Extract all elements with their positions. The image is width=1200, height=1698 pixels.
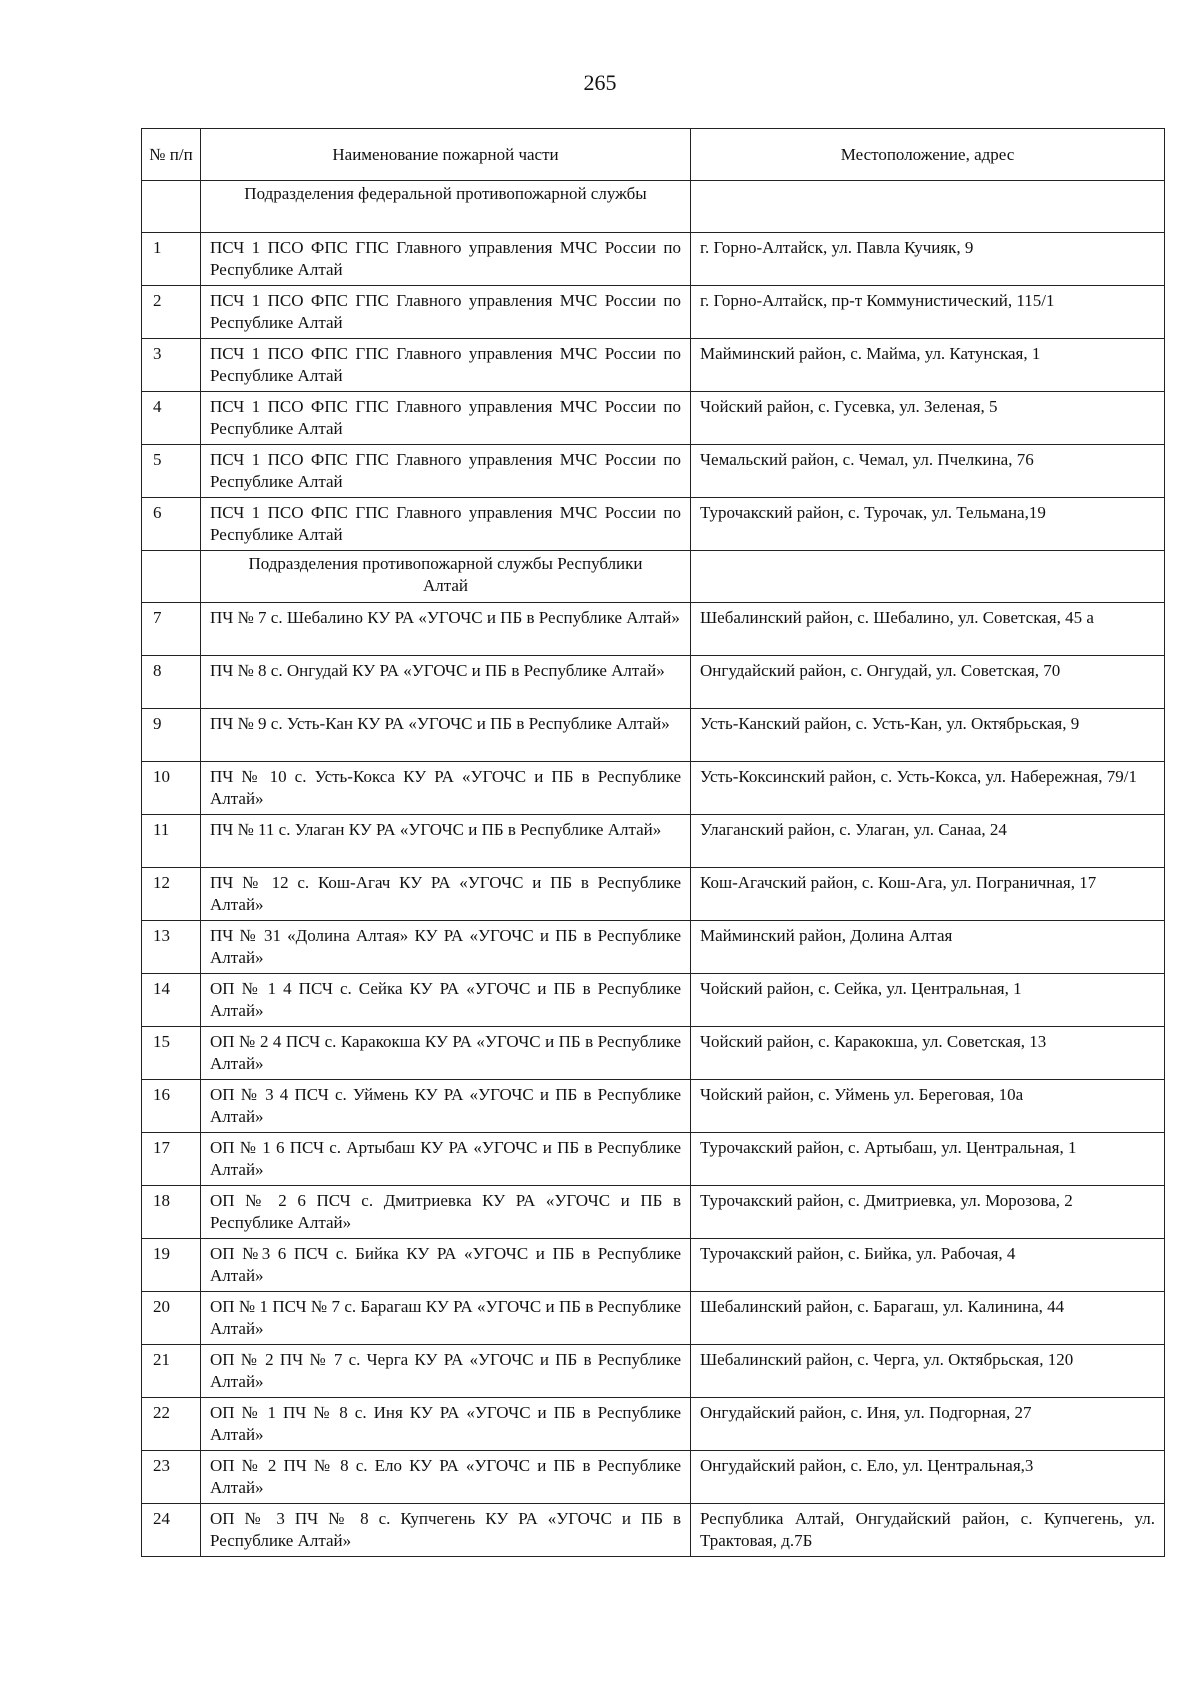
station-name: ОП № 1 ПЧ № 8 с. Иня КУ РА «УГОЧС и ПБ в Республике Алтай» — [201, 1398, 691, 1451]
station-name: ПСЧ 1 ПСО ФПС ГПС Главного управления МЧС России по Республике Алтай — [201, 339, 691, 392]
table-row — [142, 1504, 1165, 1557]
table-row — [142, 498, 1165, 551]
station-name: ПЧ № 9 с. Усть-Кан КУ РА «УГОЧС и ПБ в Республике Алтай» — [201, 709, 691, 762]
row-number: 2 — [142, 286, 201, 339]
station-address: Турочакский район, с. Бийка, ул. Рабочая, 4 — [691, 1239, 1165, 1292]
table-row — [142, 1239, 1165, 1292]
row-number: 19 — [142, 1239, 201, 1292]
station-name: ОП № 2 6 ПСЧ с. Дмитриевка КУ РА «УГОЧС и ПБ в Республике Алтай» — [201, 1186, 691, 1239]
table-row — [142, 339, 1165, 392]
row-number: 8 — [142, 656, 201, 709]
row-number: 20 — [142, 1292, 201, 1345]
table-row — [142, 921, 1165, 974]
table-row — [142, 656, 1165, 709]
row-number: 16 — [142, 1080, 201, 1133]
station-address: Турочакский район, с. Дмитриевка, ул. Морозова, 2 — [691, 1186, 1165, 1239]
header-address: Местоположение, адрес — [691, 129, 1165, 181]
station-name: ПСЧ 1 ПСО ФПС ГПС Главного управления МЧС России по Республике Алтай — [201, 286, 691, 339]
station-name: ОП № 3 4 ПСЧ с. Уймень КУ РА «УГОЧС и ПБ в Республике Алтай» — [201, 1080, 691, 1133]
station-address: Онгудайский район, с. Онгудай, ул. Советская, 70 — [691, 656, 1165, 709]
station-name: ПЧ № 12 с. Кош-Агач КУ РА «УГОЧС и ПБ в Республике Алтай» — [201, 868, 691, 921]
station-name: ПСЧ 1 ПСО ФПС ГПС Главного управления МЧС России по Республике Алтай — [201, 392, 691, 445]
row-number: 14 — [142, 974, 201, 1027]
row-number: 17 — [142, 1133, 201, 1186]
table-row — [142, 1345, 1165, 1398]
section-title: Подразделения противопожарной службы Республики Алтай — [201, 551, 691, 603]
table-row — [142, 1451, 1165, 1504]
station-address: Онгудайский район, с. Ело, ул. Центральная,3 — [691, 1451, 1165, 1504]
station-address: Республика Алтай, Онгудайский район, с. Купчегень, ул. Трактовая, д.7Б — [691, 1504, 1165, 1557]
row-number: 6 — [142, 498, 201, 551]
table-row — [142, 1027, 1165, 1080]
header-name: Наименование пожарной части — [201, 129, 691, 181]
row-number: 12 — [142, 868, 201, 921]
station-address: г. Горно-Алтайск, пр-т Коммунистический, 115/1 — [691, 286, 1165, 339]
station-address: Чойский район, с. Уймень ул. Береговая, 10а — [691, 1080, 1165, 1133]
station-address: Майминский район, с. Майма, ул. Катунская, 1 — [691, 339, 1165, 392]
header-num: № п/п — [142, 129, 201, 181]
page-number: 265 — [583, 70, 617, 95]
row-number: 10 — [142, 762, 201, 815]
station-address: Турочакский район, с. Турочак, ул. Тельмана,19 — [691, 498, 1165, 551]
table-row — [142, 233, 1165, 286]
table-header-row — [142, 129, 1165, 181]
table-row — [142, 1133, 1165, 1186]
row-number: 9 — [142, 709, 201, 762]
table-row — [142, 762, 1165, 815]
station-address: Усть-Коксинский район, с. Усть-Кокса, ул. Набережная, 79/1 — [691, 762, 1165, 815]
table-body — [142, 181, 1165, 1557]
row-number: 13 — [142, 921, 201, 974]
table-row — [142, 445, 1165, 498]
station-name: ПЧ № 10 с. Усть-Кокса КУ РА «УГОЧС и ПБ в Республике Алтай» — [201, 762, 691, 815]
station-name: ПЧ № 31 «Долина Алтая» КУ РА «УГОЧС и ПБ в Республике Алтай» — [201, 921, 691, 974]
station-name: ПСЧ 1 ПСО ФПС ГПС Главного управления МЧС России по Республике Алтай — [201, 498, 691, 551]
station-name: ОП № 1 4 ПСЧ с. Сейка КУ РА «УГОЧС и ПБ в Республике Алтай» — [201, 974, 691, 1027]
station-address: Шебалинский район, с. Барагаш, ул. Калинина, 44 — [691, 1292, 1165, 1345]
table-row — [142, 709, 1165, 762]
table-row — [142, 1186, 1165, 1239]
station-address: Шебалинский район, с. Черга, ул. Октябрьская, 120 — [691, 1345, 1165, 1398]
station-name: ОП № 1 ПСЧ № 7 с. Барагаш КУ РА «УГОЧС и ПБ в Республике Алтай» — [201, 1292, 691, 1345]
table-row — [142, 974, 1165, 1027]
row-number: 24 — [142, 1504, 201, 1557]
row-number: 11 — [142, 815, 201, 868]
table-row — [142, 1292, 1165, 1345]
row-number: 5 — [142, 445, 201, 498]
station-address: Чойский район, с. Сейка, ул. Центральная, 1 — [691, 974, 1165, 1027]
section-empty-cell — [142, 551, 201, 603]
section-empty-cell — [691, 181, 1165, 233]
station-address: Улаганский район, с. Улаган, ул. Санаа, 24 — [691, 815, 1165, 868]
table-row — [142, 603, 1165, 656]
station-name: ПЧ № 8 с. Онгудай КУ РА «УГОЧС и ПБ в Республике Алтай» — [201, 656, 691, 709]
section-row — [142, 551, 1165, 603]
row-number: 1 — [142, 233, 201, 286]
row-number: 23 — [142, 1451, 201, 1504]
station-address: Онгудайский район, с. Иня, ул. Подгорная, 27 — [691, 1398, 1165, 1451]
table-row — [142, 286, 1165, 339]
table-row — [142, 1398, 1165, 1451]
station-address: Турочакский район, с. Артыбаш, ул. Центральная, 1 — [691, 1133, 1165, 1186]
station-name: ПЧ № 7 с. Шебалино КУ РА «УГОЧС и ПБ в Республике Алтай» — [201, 603, 691, 656]
station-name: ПЧ № 11 с. Улаган КУ РА «УГОЧС и ПБ в Республике Алтай» — [201, 815, 691, 868]
station-name: ОП № 1 6 ПСЧ с. Артыбаш КУ РА «УГОЧС и ПБ в Республике Алтай» — [201, 1133, 691, 1186]
row-number: 4 — [142, 392, 201, 445]
station-address: Чойский район, с. Гусевка, ул. Зеленая, 5 — [691, 392, 1165, 445]
station-address: Усть-Канский район, с. Усть-Кан, ул. Октябрьская, 9 — [691, 709, 1165, 762]
section-empty-cell — [142, 181, 201, 233]
section-empty-cell — [691, 551, 1165, 603]
table-row — [142, 815, 1165, 868]
station-name: ОП № 2 ПЧ № 8 с. Ело КУ РА «УГОЧС и ПБ в Республике Алтай» — [201, 1451, 691, 1504]
table-row — [142, 868, 1165, 921]
station-name: ОП № 2 4 ПСЧ с. Каракокша КУ РА «УГОЧС и ПБ в Республике Алтай» — [201, 1027, 691, 1080]
station-address: Кош-Агачский район, с. Кош-Ага, ул. Пограничная, 17 — [691, 868, 1165, 921]
row-number: 15 — [142, 1027, 201, 1080]
station-address: Шебалинский район, с. Шебалино, ул. Советская, 45 а — [691, 603, 1165, 656]
station-name: ПСЧ 1 ПСО ФПС ГПС Главного управления МЧС России по Республике Алтай — [201, 233, 691, 286]
table-row — [142, 392, 1165, 445]
station-address: Чемальский район, с. Чемал, ул. Пчелкина, 76 — [691, 445, 1165, 498]
section-title: Подразделения федеральной противопожарной службы — [201, 181, 691, 233]
row-number: 21 — [142, 1345, 201, 1398]
station-name: ОП № 2 ПЧ № 7 с. Черга КУ РА «УГОЧС и ПБ в Республике Алтай» — [201, 1345, 691, 1398]
station-name: ОП № 3 ПЧ № 8 с. Купчегень КУ РА «УГОЧС и ПБ в Республике Алтай» — [201, 1504, 691, 1557]
row-number: 3 — [142, 339, 201, 392]
row-number: 22 — [142, 1398, 201, 1451]
row-number: 18 — [142, 1186, 201, 1239]
station-address: г. Горно-Алтайск, ул. Павла Кучияк, 9 — [691, 233, 1165, 286]
row-number: 7 — [142, 603, 201, 656]
station-address: Чойский район, с. Каракокша, ул. Советская, 13 — [691, 1027, 1165, 1080]
fire-stations-table — [141, 128, 1165, 1557]
station-address: Майминский район, Долина Алтая — [691, 921, 1165, 974]
section-row — [142, 181, 1165, 233]
station-name: ПСЧ 1 ПСО ФПС ГПС Главного управления МЧС России по Республике Алтай — [201, 445, 691, 498]
table-row — [142, 1080, 1165, 1133]
station-name: ОП №3 6 ПСЧ с. Бийка КУ РА «УГОЧС и ПБ в Республике Алтай» — [201, 1239, 691, 1292]
